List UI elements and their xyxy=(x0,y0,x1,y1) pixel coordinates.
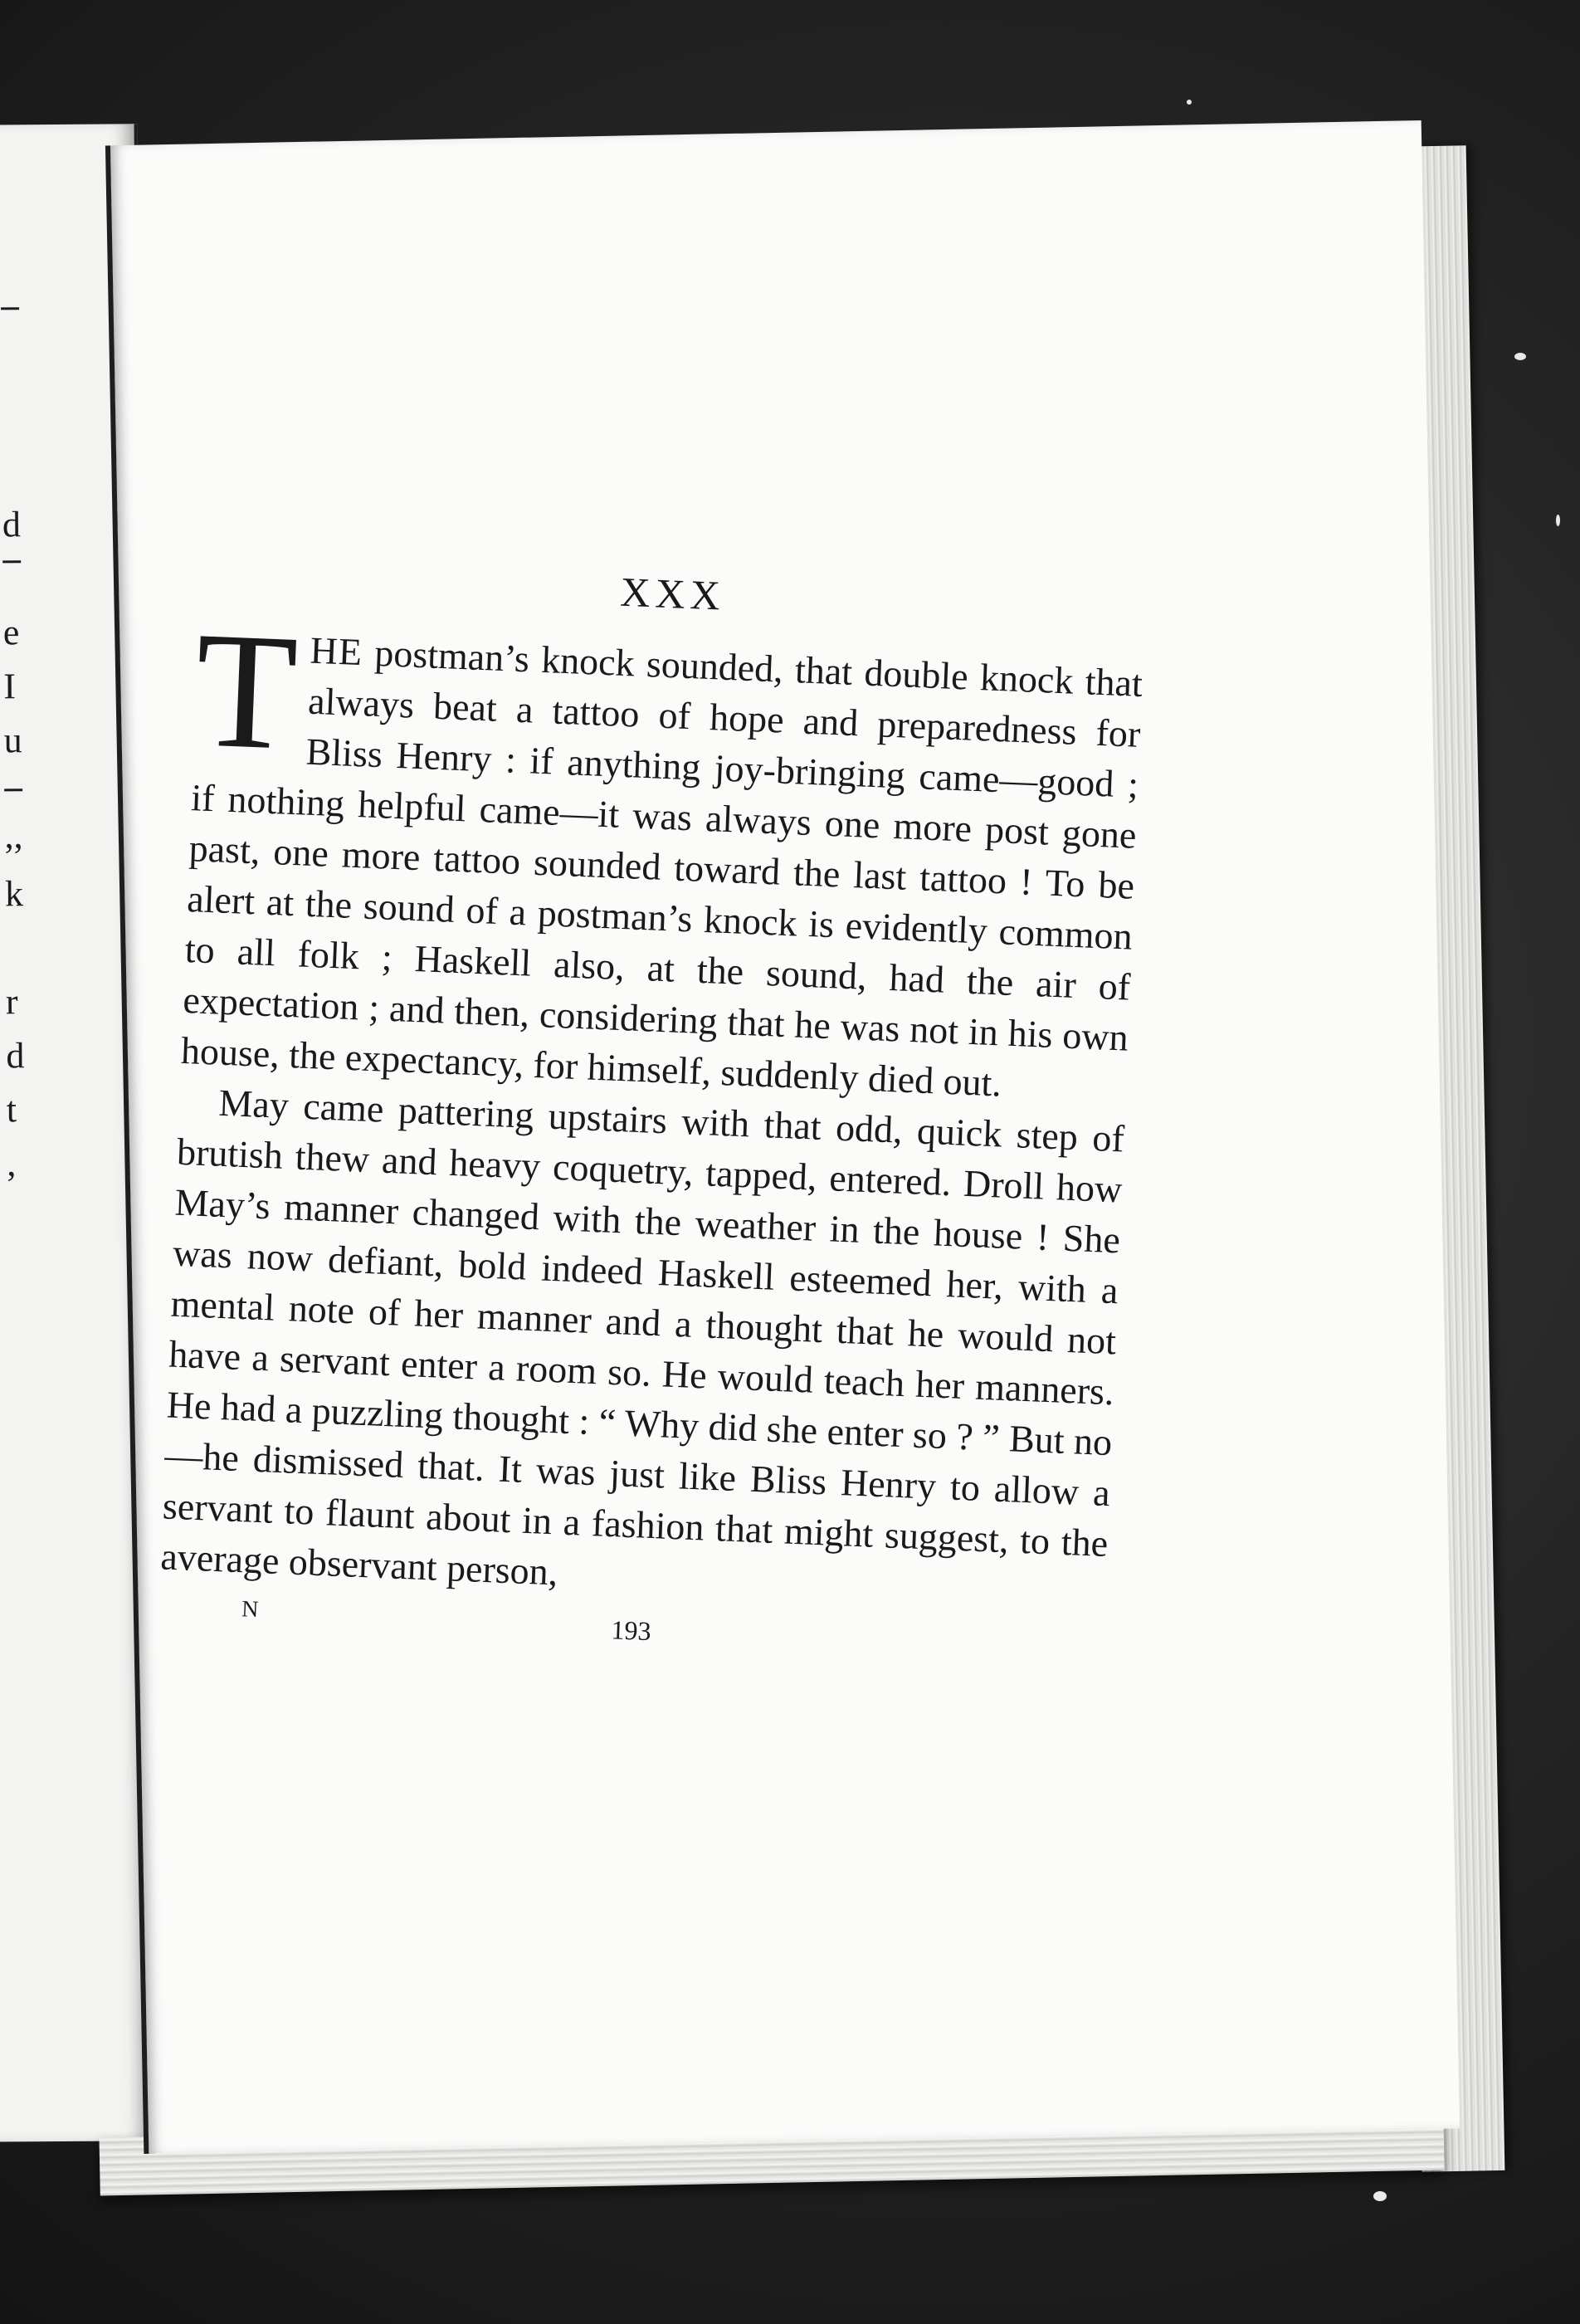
paragraph-text: postman’s knock sounded, that double knock that always beat a tattoo of hope and preparedness for Bliss Henry : if anything joy-bringing came—good ; if nothing helpful came—it was always one more post gone past, one more tattoo sounded toward the last tattoo ! To be alert at the sound of a postman’s knock is evidently common to all folk ; Haskell also, at the sound, had the air of expectation ; and then, considering that he was not in his own house, the expectancy, for himself, suddenly died out. xyxy=(180,631,1144,1105)
dust-speck xyxy=(1514,353,1526,360)
facing-page-fragment: d xyxy=(2,504,22,545)
body-text xyxy=(159,598,1144,1619)
facing-page-fragment: , xyxy=(7,1143,17,1184)
facing-page-fragment: k xyxy=(4,873,24,915)
page-number: 193 xyxy=(610,1614,652,1647)
facing-page-fragment: I xyxy=(3,666,17,707)
chapter-heading: XXX xyxy=(619,568,726,619)
facing-page-fragment: ,, xyxy=(4,815,23,857)
dust-speck xyxy=(1373,2191,1387,2201)
facing-page-fragment: e xyxy=(2,612,20,653)
facing-page-fragment: u xyxy=(3,720,22,761)
dust-speck xyxy=(1187,100,1192,105)
dust-speck xyxy=(1556,515,1560,526)
paragraph xyxy=(180,598,1144,1113)
drop-cap: T xyxy=(192,598,301,786)
page-text-block xyxy=(157,550,1146,1681)
facing-page-fragment: d xyxy=(6,1035,25,1077)
book-page xyxy=(105,120,1460,2154)
facing-page-fragment: r xyxy=(5,981,18,1023)
facing-page-rule xyxy=(2,560,21,563)
facing-page-rule xyxy=(4,788,22,791)
paragraph: May came pattering upstairs with that odd, quick step of brutish thew and heavy coquetry, tapped, entered. Droll how May’s manner changed with the weather in the house ! She was now defiant, bold indeed Haskell esteemed her, with a mental note of her manner and a thought that he would not have a servant enter a room so. He would teach her manners. He had a puzzling thought : “ Why did she enter so ? ” But no—he dismissed that. It was just like Bliss Henry to allow a servant to flaunt about in a fashion that might suggest, to the average observant person, xyxy=(159,1081,1125,1594)
facing-page-rule xyxy=(1,307,19,310)
signature-mark: N xyxy=(241,1596,259,1623)
first-word-small-caps: HE xyxy=(309,628,364,674)
facing-page-fragment: t xyxy=(6,1089,17,1130)
